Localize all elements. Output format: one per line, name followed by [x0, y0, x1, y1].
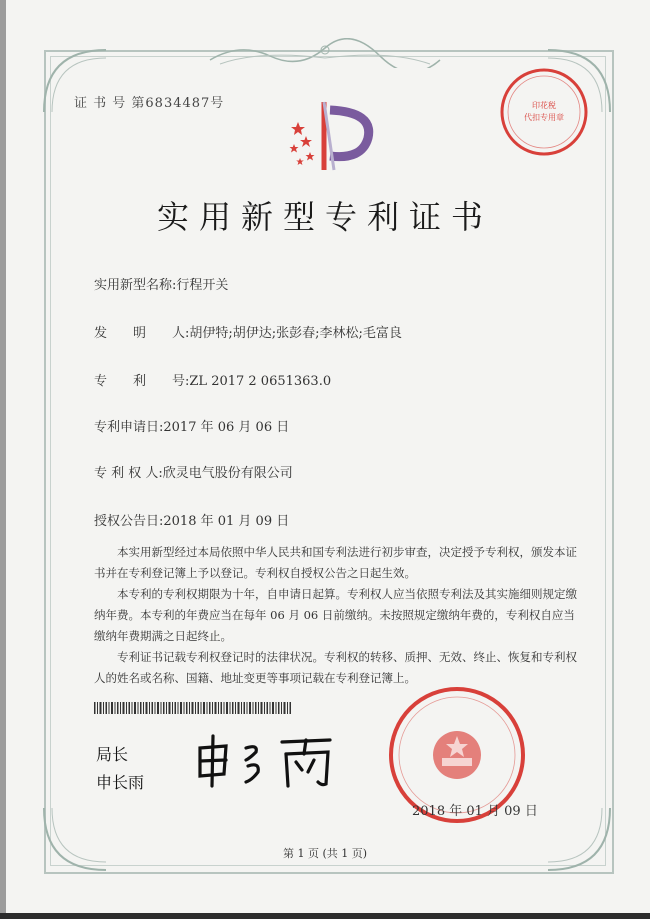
corner-ornament-icon [40, 804, 110, 874]
field-label: 授权公告日: [94, 514, 164, 529]
field-label: 专 利 权 人: [94, 466, 163, 481]
body-paragraph: 本实用新型经过本局依照中华人民共和国专利法进行初步审查，决定授予专利权，颁发本证书并在专利登记簿上予以登记。专利权自授权公告之日起生效。 [94, 545, 577, 580]
body-paragraph: 本专利的专利权期限为十年，自申请日起算。专利权人应当依照专利法及其实施细则规定缴纳年费。本专利的年费应当在每年 06 月 06 日前缴纳。未按照规定缴纳年费的，专利权自应当缴纳年费期满之日起终止。 [94, 587, 577, 643]
barcode-icon [94, 702, 294, 714]
field-patent-number [94, 370, 331, 389]
certificate-number-value: 第6834487号 [131, 96, 225, 111]
corner-ornament-icon [544, 804, 614, 874]
field-patentee [94, 462, 293, 481]
field-label: 实用新型名称: [94, 278, 177, 293]
field-application-date [94, 416, 289, 435]
svg-text:代扣专用章: 代扣专用章 [524, 113, 564, 122]
field-value: 行程开关 [176, 278, 229, 293]
field-grant-date [94, 510, 289, 529]
body-paragraph: 专利证书记载专利权登记时的法律状况。专利权的转移、质押、无效、终止、恢复和专利权人的姓名或名称、国籍、地址变更等事项记载在专利登记簿上。 [94, 650, 577, 685]
page-indicator: 第 1 页 (共 1 页) [282, 847, 368, 860]
field-value: 欣灵电气股份有限公司 [162, 466, 293, 481]
top-ornament-icon [200, 38, 450, 68]
field-value: 胡伊特;胡伊达;张彭春;李林松;毛富良 [189, 326, 402, 341]
tax-stamp-seal-icon [498, 66, 590, 158]
certificate-body [94, 542, 580, 689]
certificate-title: 实用新型专利证书 [156, 198, 493, 236]
field-utility-model-name [94, 274, 228, 293]
field-label: 专 利 号: [94, 374, 190, 389]
field-label: 发 明 人: [94, 326, 190, 341]
svg-text:印花税: 印花税 [532, 101, 556, 110]
patent-office-logo-icon [284, 96, 376, 176]
issue-date: 2018 年 01 月 09 日 [412, 804, 538, 819]
director-title: 局长 [96, 745, 129, 764]
certificate-number [74, 92, 224, 111]
field-value: 2017 年 06 月 06 日 [163, 420, 290, 435]
scan-edge-left [0, 0, 6, 919]
field-value: ZL 2017 2 0651363.0 [189, 374, 332, 389]
scan-edge-bottom [0, 913, 650, 919]
director-name: 申长雨 [96, 773, 145, 792]
field-label: 专利申请日: [94, 420, 164, 435]
field-value: 2018 年 01 月 09 日 [163, 514, 290, 529]
certificate-number-label: 证 书 号 [74, 96, 127, 111]
field-inventors [94, 322, 402, 341]
director-signature-icon [190, 730, 340, 790]
